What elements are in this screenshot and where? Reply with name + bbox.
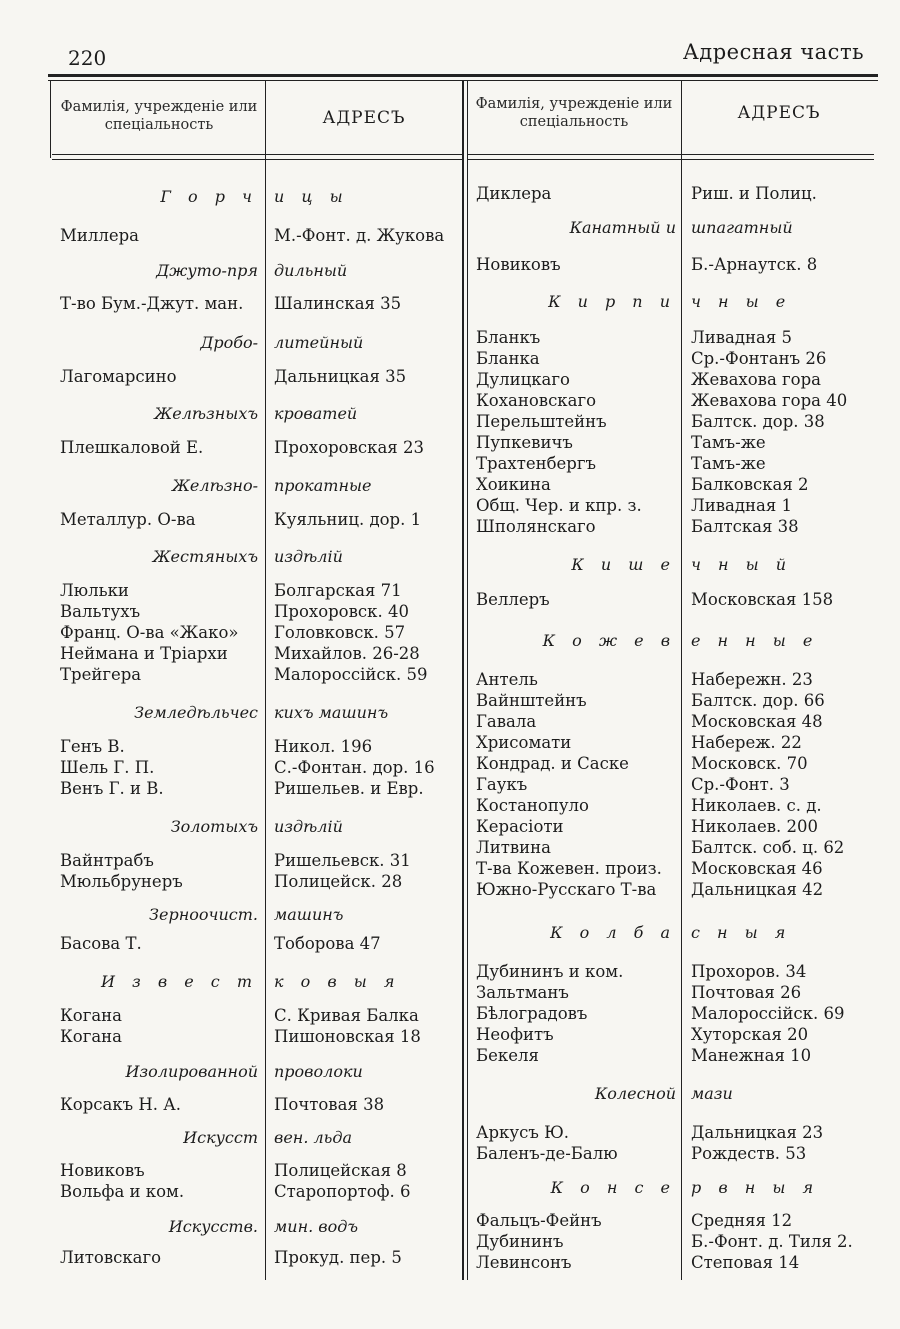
entry-name: Шполянскаго bbox=[476, 517, 596, 536]
section-heading: Джуто-пря bbox=[156, 261, 258, 280]
entry-name: Трейгера bbox=[60, 665, 142, 684]
entry-name: Когана bbox=[60, 1027, 123, 1046]
entry-address: Московская 48 bbox=[691, 712, 823, 731]
entry-address: Тоборова 47 bbox=[274, 934, 381, 953]
entry-name: Бекеля bbox=[476, 1046, 539, 1065]
entry-address: Московская 46 bbox=[691, 859, 823, 878]
entry-address: Полицейская 8 bbox=[274, 1161, 407, 1180]
header-address-left: АДРЕСЪ bbox=[322, 108, 406, 128]
entry-name: Т-ва Кожевен. произ. bbox=[476, 859, 662, 878]
entry-name: Т-во Бум.-Джут. ман. bbox=[60, 294, 244, 313]
entry-address: Б.-Арнаутск. 8 bbox=[691, 255, 818, 274]
entry-address: Ришельевск. 31 bbox=[274, 851, 411, 870]
entry-address: Малороссійск. 69 bbox=[691, 1004, 845, 1023]
section-heading-continued: кроватей bbox=[274, 404, 358, 423]
entry-name: Кондрад. и Саске bbox=[476, 754, 629, 773]
section-heading: Колесной bbox=[594, 1084, 676, 1103]
section-heading: Изолированной bbox=[125, 1062, 258, 1081]
section-heading: Дробо- bbox=[200, 333, 258, 352]
section-heading-continued: мази bbox=[691, 1084, 733, 1103]
entry-address: Ливадная 5 bbox=[691, 328, 793, 347]
entry-name: Общ. Чер. и кпр. з. bbox=[476, 496, 642, 515]
header-rule-bottom bbox=[52, 159, 462, 160]
entry-name: Левинсонъ bbox=[476, 1253, 572, 1272]
page-number: 220 bbox=[68, 46, 107, 70]
entry-address: Полицейск. 28 bbox=[274, 872, 403, 891]
entry-name: Дулицкаго bbox=[476, 370, 570, 389]
section-heading-continued: ч н ы е bbox=[691, 292, 792, 311]
entry-address: Дальницкая 42 bbox=[691, 880, 824, 899]
section-heading: Канатный и bbox=[569, 218, 676, 237]
entry-name: Бланкъ bbox=[476, 328, 541, 347]
section-heading: К о л б а bbox=[550, 923, 676, 942]
entry-name: Хрисомати bbox=[476, 733, 572, 752]
entry-address: Никол. 196 bbox=[274, 737, 373, 756]
entry-name: Пупкевичъ bbox=[476, 433, 573, 452]
entry-address: Прохоровская 23 bbox=[274, 438, 424, 457]
entry-name: Неофитъ bbox=[476, 1025, 554, 1044]
entry-name: Шель Г. П. bbox=[60, 758, 155, 777]
entry-name: Аркусъ Ю. bbox=[476, 1123, 569, 1142]
entry-name: Венъ Г. и В. bbox=[60, 779, 164, 798]
entry-name: Зальтманъ bbox=[476, 983, 569, 1002]
entry-address: Прохоров. 34 bbox=[691, 962, 807, 981]
header-rule-top-right bbox=[468, 154, 874, 155]
entry-name: Дубининъ и ком. bbox=[476, 962, 624, 981]
entry-name: Керасіоти bbox=[476, 817, 564, 836]
entry-address: Почтовая 38 bbox=[274, 1095, 385, 1114]
entry-address: С. Кривая Балка bbox=[274, 1006, 419, 1025]
entry-name: Фальцъ-Фейнъ bbox=[476, 1211, 602, 1230]
entry-name: Трахтенбергъ bbox=[476, 454, 597, 473]
entry-address: Болгарская 71 bbox=[274, 581, 402, 600]
section-heading: Искусст bbox=[183, 1128, 258, 1147]
entry-address: Куяльниц. дор. 1 bbox=[274, 510, 422, 529]
section-heading: Г о р ч bbox=[160, 187, 258, 206]
header-rule-bottom-right bbox=[468, 159, 874, 160]
entry-name: Новиковъ bbox=[476, 255, 561, 274]
entry-address: Жевахова гора 40 bbox=[691, 391, 848, 410]
section-heading-continued: дильный bbox=[274, 261, 348, 280]
entry-name: Металлур. О-ва bbox=[60, 510, 196, 529]
entry-name: Плешкаловой Е. bbox=[60, 438, 204, 457]
left-column-divider bbox=[265, 80, 266, 1280]
entry-name: Хоикина bbox=[476, 475, 551, 494]
entry-name: Вольфа и ком. bbox=[60, 1182, 185, 1201]
entry-name: Гаукъ bbox=[476, 775, 528, 794]
top-rule-thick bbox=[48, 74, 878, 77]
entry-address: Ср.-Фонт. 3 bbox=[691, 775, 790, 794]
section-heading-continued: вен. льда bbox=[274, 1128, 353, 1147]
entry-address: Балтск. дор. 38 bbox=[691, 412, 825, 431]
section-heading-continued: мин. водъ bbox=[274, 1217, 359, 1236]
entry-name: Гавала bbox=[476, 712, 537, 731]
entry-name: Костанопуло bbox=[476, 796, 589, 815]
entry-address: Балтская 38 bbox=[691, 517, 799, 536]
section-heading: К о н с е bbox=[550, 1178, 676, 1197]
entry-name: Диклера bbox=[476, 184, 552, 203]
section-heading-continued: машинъ bbox=[274, 905, 344, 924]
entry-name: Люльки bbox=[60, 581, 129, 600]
entry-name: Южно-Русскаго Т-ва bbox=[476, 880, 657, 899]
entry-address: Хуторская 20 bbox=[691, 1025, 809, 1044]
header-name-left: Фамилія, учрежденіе или спеціальность bbox=[60, 99, 258, 133]
entry-address: Прохоровск. 40 bbox=[274, 602, 409, 621]
entry-name: Бланка bbox=[476, 349, 540, 368]
entry-address: Тамъ-же bbox=[691, 454, 766, 473]
entry-address: Почтовая 26 bbox=[691, 983, 802, 1002]
section-heading-continued: проволоки bbox=[274, 1062, 363, 1081]
entry-name: Перельштейнъ bbox=[476, 412, 607, 431]
section-heading: Желѣзно- bbox=[171, 476, 258, 495]
section-heading-continued: е н н ы е bbox=[691, 631, 819, 650]
entry-name: Дубининъ bbox=[476, 1232, 564, 1251]
entry-name: Франц. О-ва «Жако» bbox=[60, 623, 239, 642]
entry-address: Николаев. 200 bbox=[691, 817, 818, 836]
entry-address: Балтск. дор. 66 bbox=[691, 691, 825, 710]
section-heading: И з в е с т bbox=[100, 972, 258, 991]
entry-address: Набереж. 22 bbox=[691, 733, 802, 752]
entry-name: Мюльбрунеръ bbox=[60, 872, 183, 891]
section-heading-continued: литейный bbox=[274, 333, 364, 352]
entry-address: Московская 158 bbox=[691, 590, 834, 609]
entry-address: Малороссійск. 59 bbox=[274, 665, 428, 684]
entry-name: Вальтухъ bbox=[60, 602, 141, 621]
entry-name: Корсакъ Н. А. bbox=[60, 1095, 182, 1114]
section-heading-continued: с н ы я bbox=[691, 923, 792, 942]
section-heading: Желѣзныхъ bbox=[154, 404, 258, 423]
entry-address: Прокуд. пер. 5 bbox=[274, 1248, 402, 1267]
entry-address: Жевахова гора bbox=[691, 370, 822, 389]
entry-name: Генъ В. bbox=[60, 737, 125, 756]
entry-name: Когана bbox=[60, 1006, 123, 1025]
entry-address: Балтск. соб. ц. 62 bbox=[691, 838, 845, 857]
entry-name: Бѣлоградовъ bbox=[476, 1004, 588, 1023]
entry-name: Литвина bbox=[476, 838, 552, 857]
entry-address: Рождеств. 53 bbox=[691, 1144, 807, 1163]
center-divider-2 bbox=[467, 80, 468, 1280]
header-name-right: Фамилія, учрежденіе или спеціальность bbox=[475, 96, 673, 130]
section-heading: Зерноочист. bbox=[149, 905, 258, 924]
running-head: Адресная часть bbox=[682, 40, 864, 64]
section-heading-continued: кихъ машинъ bbox=[274, 703, 389, 722]
entry-name: Литовскаго bbox=[60, 1248, 162, 1267]
entry-address: Набережн. 23 bbox=[691, 670, 813, 689]
entry-address: Тамъ-же bbox=[691, 433, 766, 452]
section-heading-continued: ч н ы й bbox=[691, 555, 793, 574]
header-address-right: АДРЕСЪ bbox=[737, 103, 821, 123]
section-heading-continued: и ц ы bbox=[274, 187, 349, 206]
entry-address: Московск. 70 bbox=[691, 754, 808, 773]
section-heading-continued: шпагатный bbox=[691, 218, 793, 237]
entry-address: Николаев. с. д. bbox=[691, 796, 822, 815]
entry-name: Неймана и Тріархи bbox=[60, 644, 228, 663]
entry-address: Риш. и Полиц. bbox=[691, 184, 817, 203]
section-heading: Искусств. bbox=[168, 1217, 258, 1236]
section-heading: Земледѣльчес bbox=[134, 703, 258, 722]
entry-address: Головковск. 57 bbox=[274, 623, 406, 642]
entry-name: Вайнтрабъ bbox=[60, 851, 154, 870]
entry-address: Шалинская 35 bbox=[274, 294, 402, 313]
section-heading-continued: р в н ы я bbox=[691, 1178, 820, 1197]
entry-name: Кохановскаго bbox=[476, 391, 597, 410]
section-heading-continued: прокатные bbox=[274, 476, 372, 495]
entry-address: Ливадная 1 bbox=[691, 496, 793, 515]
right-column-divider bbox=[681, 80, 682, 1280]
entry-address: Степовая 14 bbox=[691, 1253, 800, 1272]
entry-address: Старопортоф. 6 bbox=[274, 1182, 411, 1201]
section-heading: Жестяныхъ bbox=[152, 547, 258, 566]
entry-name: Басова Т. bbox=[60, 934, 142, 953]
center-divider bbox=[462, 80, 464, 1280]
entry-address: Пишоновская 18 bbox=[274, 1027, 421, 1046]
section-heading-continued: к о в ы я bbox=[274, 972, 401, 991]
entry-address: Ришельев. и Евр. bbox=[274, 779, 424, 798]
left-border bbox=[50, 80, 51, 158]
section-heading-continued: издѣлій bbox=[274, 547, 343, 566]
entry-name: Антель bbox=[476, 670, 538, 689]
section-heading: Золотыхъ bbox=[170, 817, 258, 836]
entry-name: Миллера bbox=[60, 226, 140, 245]
section-heading: К о ж е в bbox=[542, 631, 676, 650]
header-rule-top bbox=[52, 154, 462, 155]
entry-name: Новиковъ bbox=[60, 1161, 145, 1180]
entry-name: Вайнштейнъ bbox=[476, 691, 587, 710]
entry-address: Манежная 10 bbox=[691, 1046, 812, 1065]
entry-address: Балковская 2 bbox=[691, 475, 809, 494]
entry-name: Лагомарсино bbox=[60, 367, 177, 386]
entry-address: Б.-Фонт. д. Тиля 2. bbox=[691, 1232, 853, 1251]
entry-address: Дальницкая 23 bbox=[691, 1123, 824, 1142]
entry-address: Михайлов. 26-28 bbox=[274, 644, 420, 663]
entry-address: С.-Фонтан. дор. 16 bbox=[274, 758, 435, 777]
entry-address: Средняя 12 bbox=[691, 1211, 793, 1230]
entry-name: Баленъ-де-Балю bbox=[476, 1144, 618, 1163]
entry-address: М.-Фонт. д. Жукова bbox=[274, 226, 445, 245]
entry-address: Дальницкая 35 bbox=[274, 367, 407, 386]
entry-name: Веллеръ bbox=[476, 590, 550, 609]
section-heading-continued: издѣлій bbox=[274, 817, 343, 836]
entry-address: Ср.-Фонтанъ 26 bbox=[691, 349, 827, 368]
section-heading: К и ш е bbox=[571, 555, 676, 574]
section-heading: К и р п и bbox=[548, 292, 676, 311]
